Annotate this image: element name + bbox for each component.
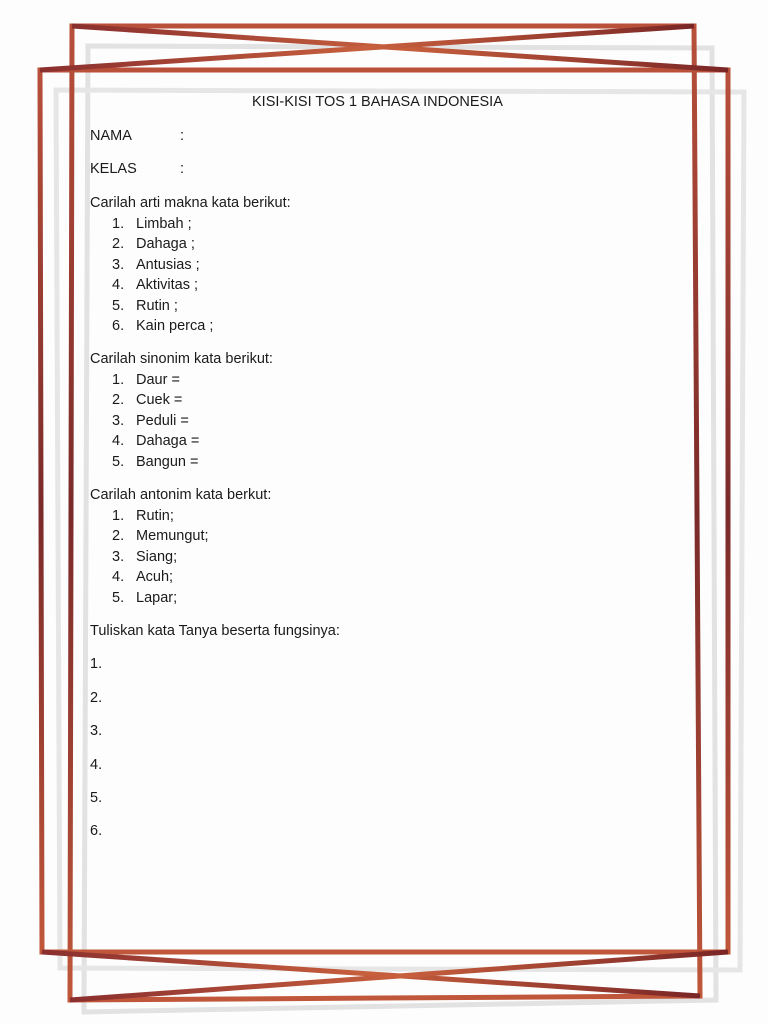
list-item bbox=[90, 370, 650, 391]
list-item bbox=[90, 526, 650, 547]
list-text: Memungut; bbox=[136, 528, 209, 544]
list-text: Dahaga ; bbox=[136, 236, 195, 252]
antonym-list bbox=[90, 506, 650, 609]
section-meaning bbox=[90, 193, 650, 337]
answer-line: 1. bbox=[90, 656, 103, 672]
list-item bbox=[90, 390, 650, 411]
list-text: Siang; bbox=[136, 548, 178, 565]
answer-line: 6. bbox=[90, 823, 103, 839]
list-item bbox=[90, 411, 650, 432]
list-number: 5. bbox=[112, 453, 125, 470]
meaning-list bbox=[90, 214, 650, 337]
list-number: 2. bbox=[112, 528, 125, 544]
list-number: 4. bbox=[112, 277, 125, 293]
answer-line: 5. bbox=[90, 790, 103, 806]
list-item bbox=[90, 547, 650, 568]
list-number: 3. bbox=[112, 412, 125, 429]
name-field bbox=[90, 126, 184, 147]
list-number: 2. bbox=[112, 392, 125, 408]
list-item bbox=[90, 506, 650, 527]
list-item bbox=[90, 452, 650, 473]
list-text: Lapar; bbox=[136, 589, 178, 606]
list-item bbox=[90, 275, 650, 296]
list-text: Dahaga = bbox=[136, 433, 200, 449]
answer-line: 2. bbox=[90, 690, 103, 706]
list-text: Kain perca ; bbox=[136, 318, 214, 334]
list-text: Aktivitas ; bbox=[136, 277, 199, 293]
section-heading: Carilah sinonim kata berikut: bbox=[90, 351, 273, 367]
page-title: KISI-KISI TOS 1 BAHASA INDONESIA bbox=[252, 94, 503, 110]
list-number: 6. bbox=[112, 318, 125, 334]
list-item bbox=[90, 431, 650, 452]
section-heading: Tuliskan kata Tanya beserta fungsinya: bbox=[90, 623, 340, 639]
section-heading: Carilah arti makna kata berikut: bbox=[90, 195, 291, 211]
section-synonym bbox=[90, 349, 650, 472]
list-number: 4. bbox=[112, 569, 125, 585]
list-number: 1. bbox=[112, 507, 125, 524]
section-antonym bbox=[90, 485, 650, 608]
list-text: Acuh; bbox=[136, 569, 174, 585]
list-text: Daur = bbox=[136, 371, 180, 388]
class-colon: : bbox=[180, 161, 185, 177]
list-text: Antusias ; bbox=[136, 256, 200, 273]
class-field bbox=[90, 159, 184, 180]
bottom-cross-1 bbox=[42, 952, 700, 996]
answer-line: 4. bbox=[90, 757, 103, 773]
list-text: Peduli = bbox=[136, 412, 189, 429]
answer-line: 3. bbox=[90, 723, 103, 739]
list-number: 1. bbox=[112, 371, 125, 388]
list-number: 5. bbox=[112, 297, 125, 314]
list-text: Rutin; bbox=[136, 507, 174, 524]
list-text: Cuek = bbox=[136, 392, 183, 408]
list-item bbox=[90, 588, 650, 609]
list-item bbox=[90, 255, 650, 276]
list-number: 2. bbox=[112, 236, 125, 252]
list-number: 3. bbox=[112, 256, 125, 273]
list-text: Rutin ; bbox=[136, 297, 178, 314]
list-text: Bangun = bbox=[136, 453, 199, 470]
section-question-words bbox=[90, 621, 650, 642]
list-number: 1. bbox=[112, 215, 125, 232]
list-item bbox=[90, 234, 650, 255]
list-number: 3. bbox=[112, 548, 125, 565]
list-item bbox=[90, 296, 650, 317]
synonym-list bbox=[90, 370, 650, 473]
list-text: Limbah ; bbox=[136, 215, 192, 232]
list-number: 5. bbox=[112, 589, 125, 606]
list-item bbox=[90, 214, 650, 235]
list-number: 4. bbox=[112, 433, 125, 449]
name-label: NAMA bbox=[90, 128, 132, 144]
name-colon: : bbox=[180, 128, 185, 144]
section-heading: Carilah antonim kata berkut: bbox=[90, 487, 272, 503]
list-item bbox=[90, 316, 650, 337]
class-label: KELAS bbox=[90, 161, 137, 177]
list-item bbox=[90, 567, 650, 588]
